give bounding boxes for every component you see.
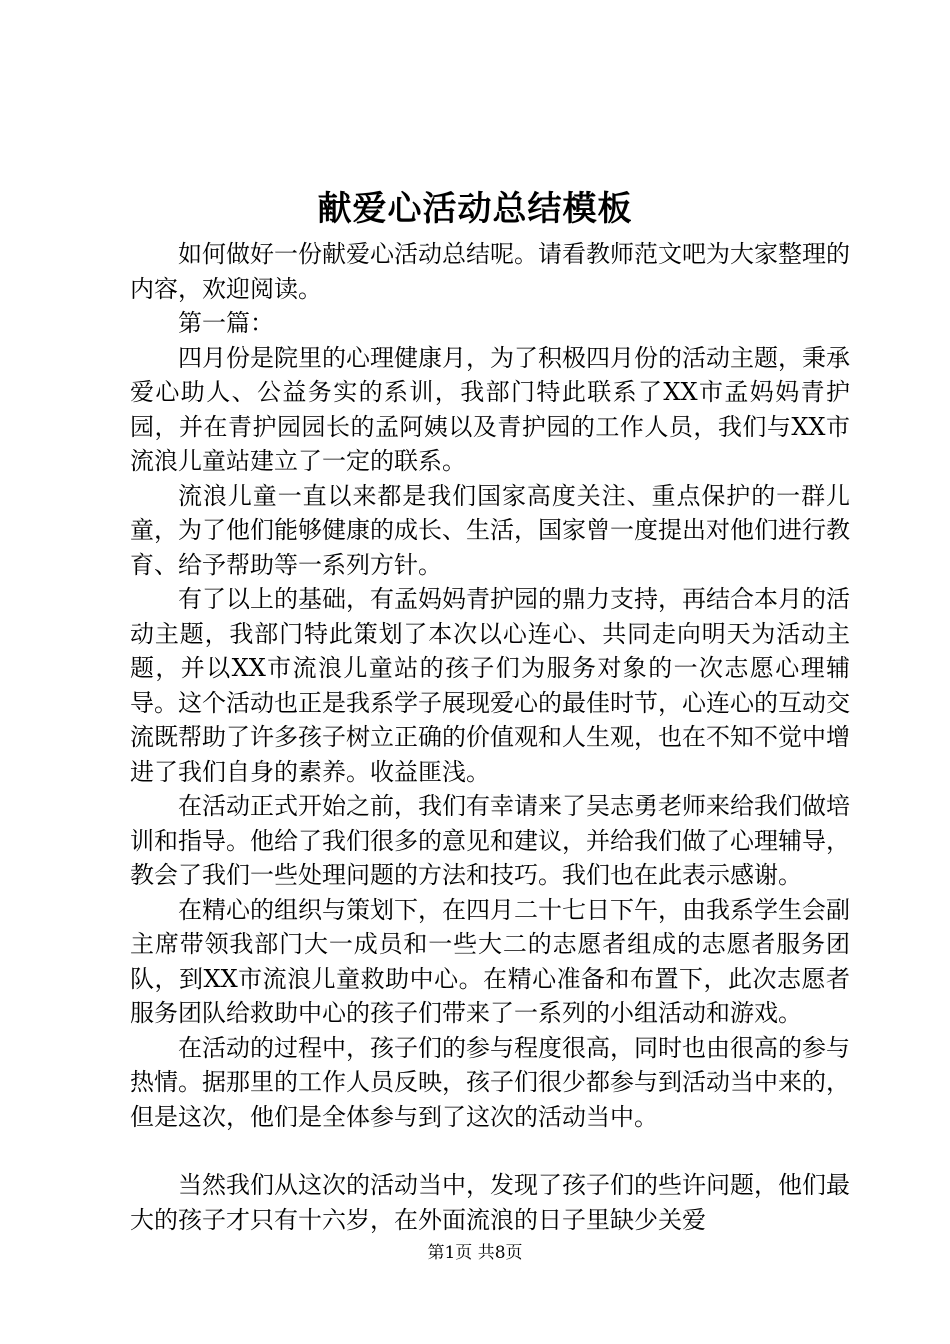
paragraph-intro: 如何做好一份献爱心活动总结呢。请看教师范文吧为大家整理的内容，欢迎阅读。 (130, 240, 850, 303)
paragraph: 流浪儿童一直以来都是我们国家高度关注、重点保护的一群儿童，为了他们能够健康的成长、生活，国家曾一度提出对他们进行教育、给予帮助等一系列方针。 (130, 481, 850, 579)
document-body (130, 237, 850, 1237)
paragraph: 有了以上的基础，有孟妈妈青护园的鼎力支持，再结合本月的活动主题，我部门特此策划了本次以心连心、共同走向明天为活动主题，并以XX市流浪儿童站的孩子们为服务对象的一次志愿心理辅导。这个活动也正是我系学子展现爱心的最佳时节，心连心的互动交流既帮助了许多孩子树立正确的价值观和人生观，也在不知不觉中增进了我们自身的素养。收益匪浅。 (130, 585, 850, 786)
paragraph: 四月份是院里的心理健康月，为了积极四月份的活动主题，秉承爱心助人、公益务实的系训，我部门特此联系了XX市孟妈妈青护园，并在青护园园长的孟阿姨以及青护园的工作人员，我们与XX市流浪儿童站建立了一定的联系。 (130, 343, 850, 475)
paragraph-section-heading: 第一篇： (178, 309, 274, 337)
paragraph: 在活动的过程中，孩子们的参与程度很高，同时也由很高的参与热情。据那里的工作人员反映，孩子们很少都参与到活动当中来的，但是这次，他们是全体参与到了这次的活动当中。 (130, 1033, 850, 1131)
paragraph: 在活动正式开始之前，我们有幸请来了吴志勇老师来给我们做培训和指导。他给了我们很多的意见和建议，并给我们做了心理辅导，教会了我们一些处理问题的方法和技巧。我们也在此表示感谢。 (130, 792, 850, 889)
document-title: 献爱心活动总结模板 (317, 189, 633, 229)
paragraph: 在精心的组织与策划下，在四月二十七日下午，由我系学生会副主席带领我部门大一成员和一些大二的志愿者组成的志愿者服务团队，到XX市流浪儿童救助中心。在精心准备和布置下，此次志愿者服务团队给救助中心的孩子们带来了一系列的小组活动和游戏。 (130, 895, 850, 1027)
paragraph: 当然我们从这次的活动当中，发现了孩子们的些许问题，他们最大的孩子才只有十六岁，在外面流浪的日子里缺少关爱 (130, 1171, 850, 1234)
page-number-footer: 第1页 共8页 (427, 1243, 523, 1263)
